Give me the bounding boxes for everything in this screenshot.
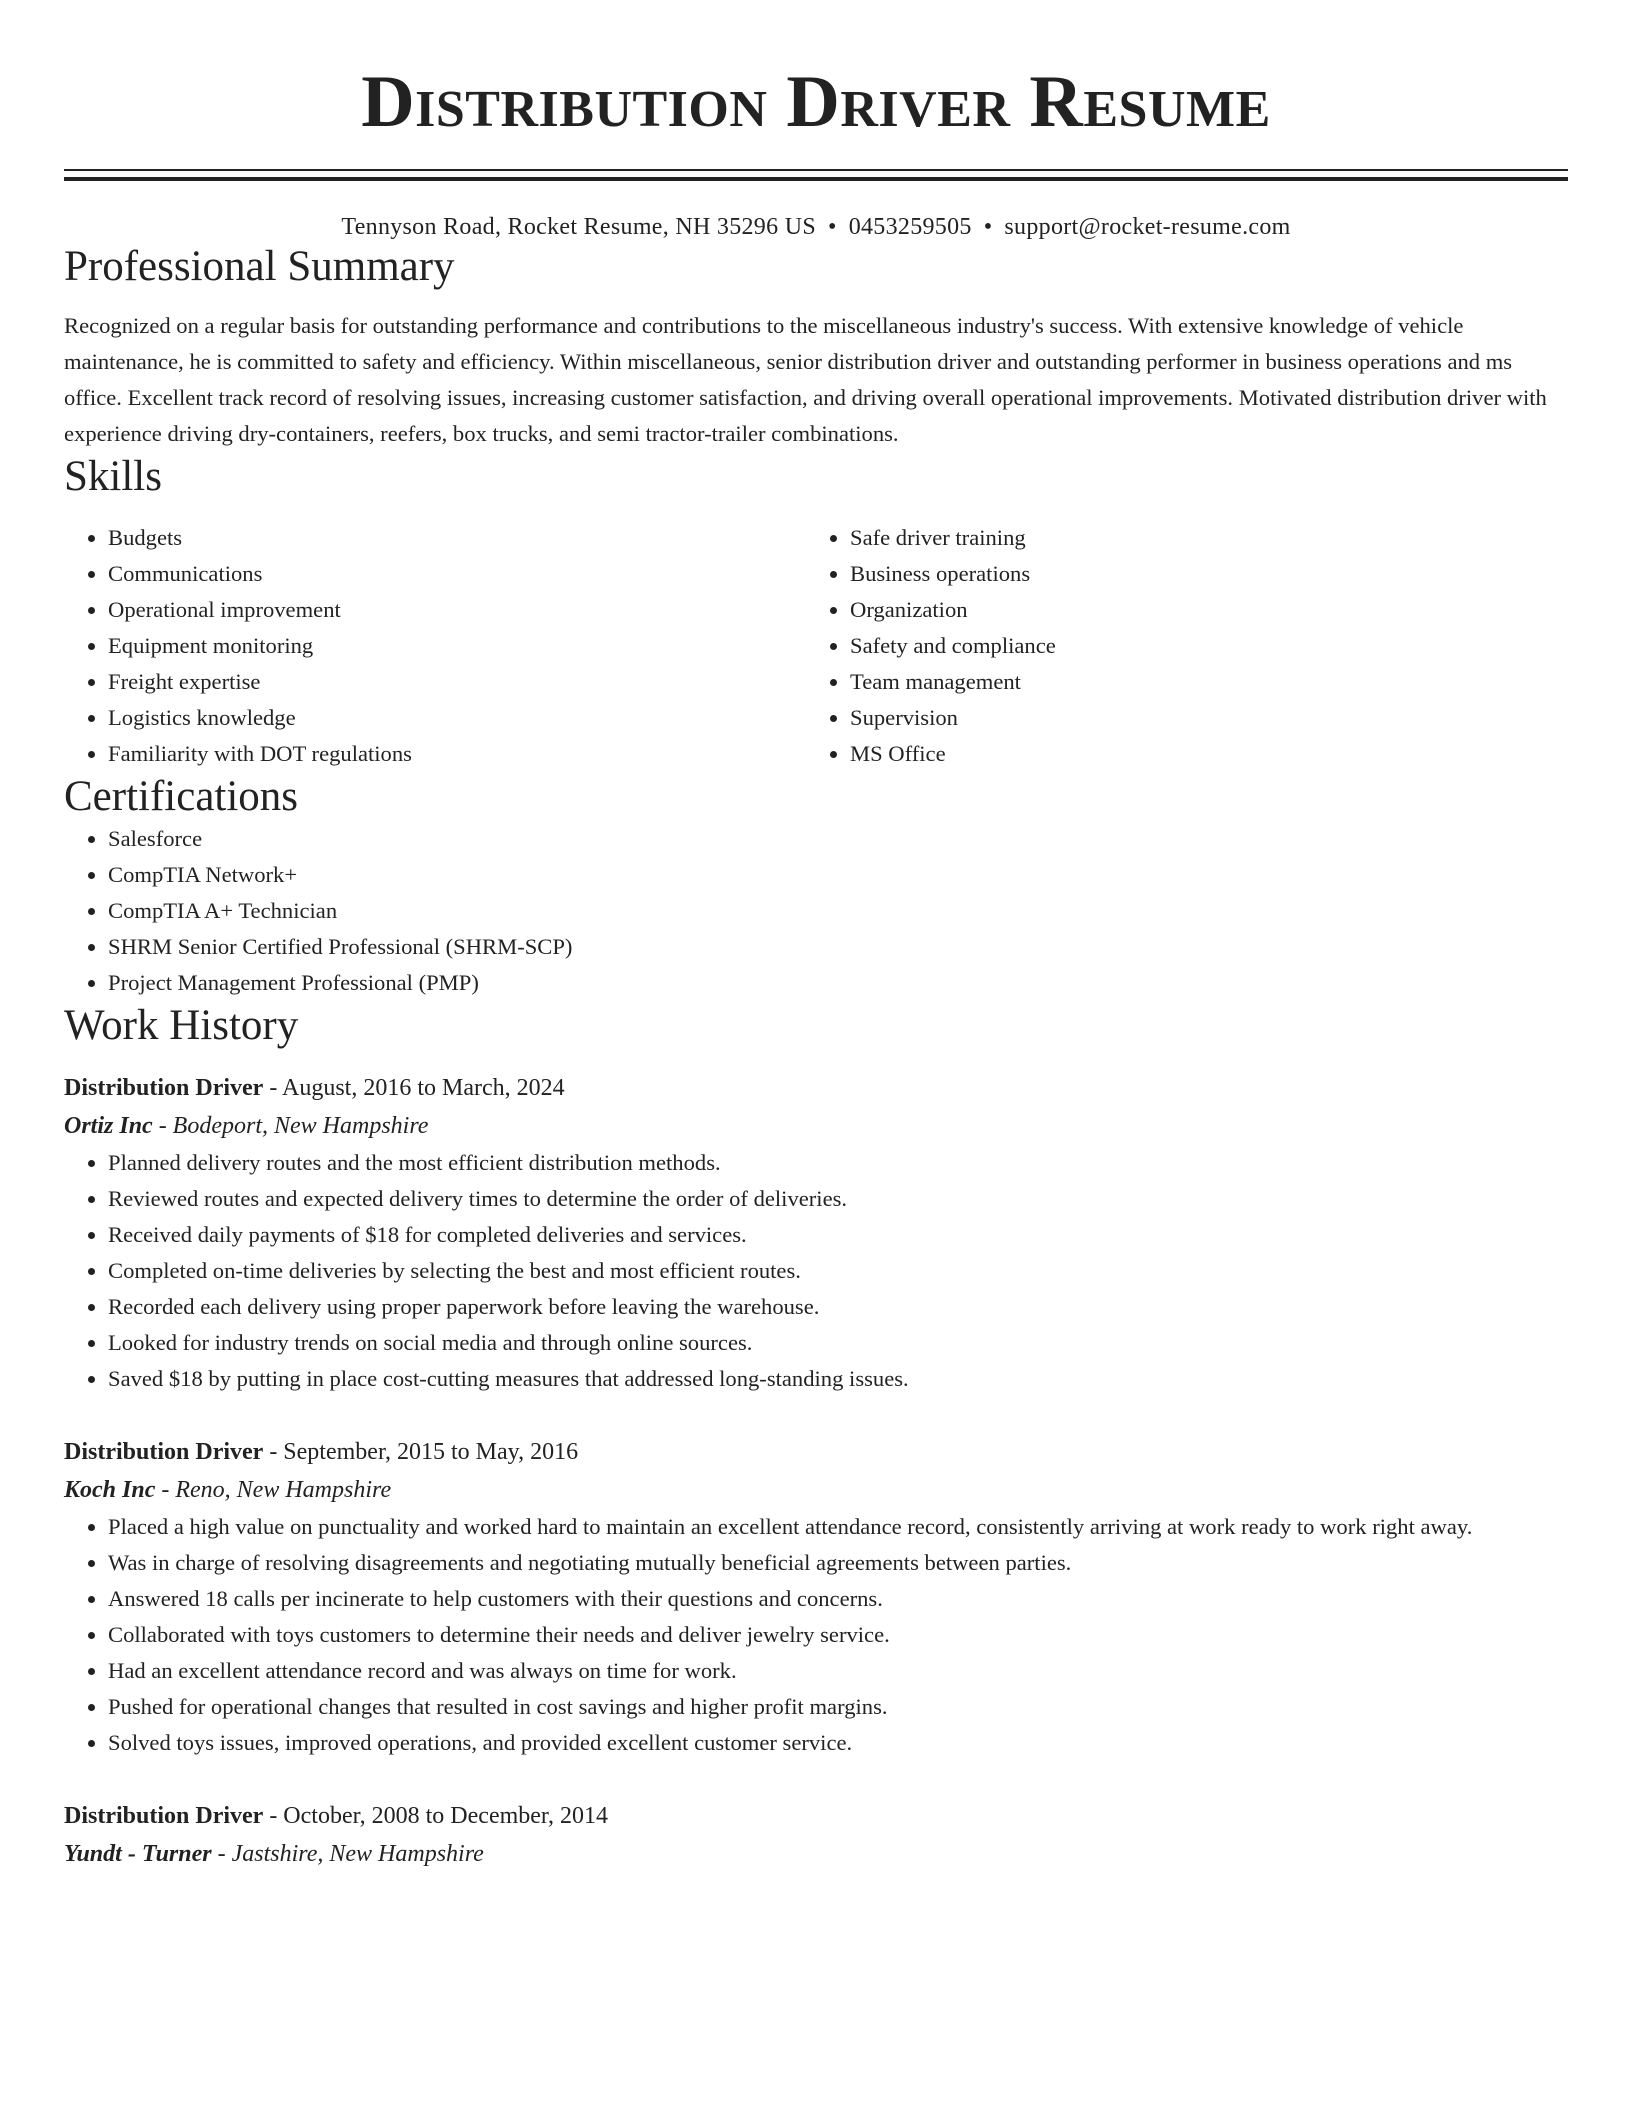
contact-phone: 0453259505	[848, 214, 972, 240]
responsibility-item: • Saved $18 by putting in place cost-cutting measures that addressed long-standing issues.	[108, 1361, 1568, 1397]
company-name: Ortiz Inc	[64, 1112, 153, 1139]
job-dates: - September, 2015 to May, 2016	[263, 1438, 579, 1465]
job-location: - Reno, New Hampshire	[155, 1476, 392, 1503]
job-header	[64, 1069, 1568, 1107]
job-employer	[64, 1107, 1568, 1145]
skills-heading: Skills	[64, 453, 162, 501]
skill-item: • Familiarity with DOT regulations	[108, 736, 806, 772]
job-entry	[64, 1433, 1568, 1761]
job-header	[64, 1797, 1568, 1835]
job-employer	[64, 1835, 1568, 1873]
responsibility-item: • Answered 18 calls per incinerate to help customers with their questions and concerns.	[108, 1581, 1568, 1617]
responsibility-item: • Looked for industry trends on social media and through online sources.	[108, 1325, 1568, 1361]
job-responsibilities	[64, 1145, 1568, 1397]
company-name: Yundt - Turner	[64, 1840, 212, 1867]
skill-item: • Team management	[850, 664, 1548, 700]
certification-item: • SHRM Senior Certified Professional (SHRM-SCP)	[108, 929, 1568, 965]
responsibility-item: • Pushed for operational changes that resulted in cost savings and higher profit margins.	[108, 1689, 1568, 1725]
job-title: Distribution Driver	[64, 1074, 264, 1101]
contact-email: support@rocket-resume.com	[1004, 214, 1291, 240]
job-location: - Bodeport, New Hampshire	[152, 1112, 429, 1139]
job-responsibilities	[64, 1509, 1568, 1761]
certification-item: • CompTIA Network+	[108, 857, 1568, 893]
contact-address: Tennyson Road, Rocket Resume, NH 35296 US	[341, 214, 816, 240]
skill-item: • MS Office	[850, 736, 1548, 772]
responsibility-item: • Placed a high value on punctuality and worked hard to maintain an excellent attendance record, consistently arriving at work ready to work right away.	[108, 1509, 1568, 1545]
skill-item: • Freight expertise	[108, 664, 806, 700]
job-title: Distribution Driver	[64, 1802, 264, 1829]
work-history-heading: Work History	[64, 1002, 299, 1050]
responsibility-item: • Collaborated with toys customers to determine their needs and deliver jewelry service.	[108, 1617, 1568, 1653]
skill-item: • Supervision	[850, 700, 1548, 736]
responsibility-item: • Solved toys issues, improved operations, and provided excellent customer service.	[108, 1725, 1568, 1761]
job-title: Distribution Driver	[64, 1438, 264, 1465]
skill-item: • Business operations	[850, 556, 1548, 592]
summary-heading: Professional Summary	[64, 242, 455, 290]
responsibility-item: • Was in charge of resolving disagreements and negotiating mutually beneficial agreements between parties.	[108, 1545, 1568, 1581]
resume-title: Distribution Driver Resume	[361, 61, 1271, 143]
summary-text: Recognized on a regular basis for outstanding performance and contributions to the miscellaneous industry's success. With extensive knowledge of vehicle maintenance, he is committed to safety and efficiency. Within miscellaneous, senior distribution driver and outstanding performer in business operations and ms office. Excellent track record of resolving issues, increasing customer satisfaction, and driving overall operational improvements. Motivated distribution driver with experience driving dry-containers, reefers, box trucks, and semi tractor-trailer combinations.	[64, 313, 1547, 447]
skill-item: • Safe driver training	[850, 520, 1548, 556]
skills-list-left	[64, 520, 806, 772]
certification-item: • Salesforce	[108, 821, 1568, 857]
responsibility-item: • Completed on-time deliveries by selecting the best and most efficient routes.	[108, 1253, 1568, 1289]
skill-item: • Communications	[108, 556, 806, 592]
responsibility-item: • Planned delivery routes and the most efficient distribution methods.	[108, 1145, 1568, 1181]
job-entry	[64, 1069, 1568, 1397]
company-name: Koch Inc	[64, 1476, 156, 1503]
certification-item: • CompTIA A+ Technician	[108, 893, 1568, 929]
certification-item: • Project Management Professional (PMP)	[108, 965, 1568, 1001]
responsibility-item: • Recorded each delivery using proper paperwork before leaving the warehouse.	[108, 1289, 1568, 1325]
job-employer	[64, 1471, 1568, 1509]
skill-item: • Organization	[850, 592, 1548, 628]
contact-line	[64, 213, 1568, 242]
job-header	[64, 1433, 1568, 1471]
certifications-heading: Certifications	[64, 772, 299, 820]
skill-item: • Logistics knowledge	[108, 700, 806, 736]
skill-item: • Equipment monitoring	[108, 628, 806, 664]
title-divider-thin	[64, 169, 1568, 171]
skills-list-right	[806, 520, 1548, 772]
responsibility-item: • Reviewed routes and expected delivery times to determine the order of deliveries.	[108, 1181, 1568, 1217]
responsibility-item: • Received daily payments of $18 for completed deliveries and services.	[108, 1217, 1568, 1253]
contact-separator: •	[983, 214, 993, 240]
certifications-list	[64, 821, 1568, 1001]
job-entry	[64, 1797, 1568, 1873]
skill-item: • Operational improvement	[108, 592, 806, 628]
job-dates: - October, 2008 to December, 2014	[263, 1802, 608, 1829]
job-dates: - August, 2016 to March, 2024	[263, 1074, 565, 1101]
contact-separator: •	[828, 214, 837, 240]
skill-item: • Safety and compliance	[850, 628, 1548, 664]
responsibility-item: • Had an excellent attendance record and was always on time for work.	[108, 1653, 1568, 1689]
skills-columns	[64, 520, 1568, 772]
title-divider-thick	[64, 177, 1568, 181]
skill-item: • Budgets	[108, 520, 806, 556]
job-location: - Jastshire, New Hampshire	[211, 1840, 484, 1867]
